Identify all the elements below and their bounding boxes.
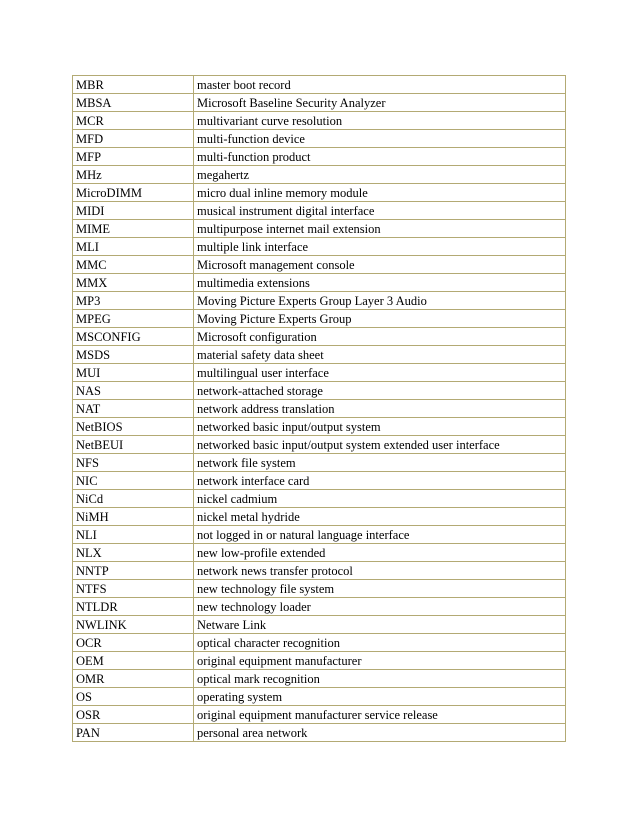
table-row — [73, 130, 566, 148]
definition-cell: Netware Link — [194, 616, 566, 634]
table-row — [73, 148, 566, 166]
definition-cell: master boot record — [194, 76, 566, 94]
definition-cell: personal area network — [194, 724, 566, 742]
acronym-cell: NLI — [73, 526, 194, 544]
definition-cell: original equipment manufacturer — [194, 652, 566, 670]
table-row — [73, 454, 566, 472]
acronym-cell: PAN — [73, 724, 194, 742]
definition-cell: Moving Picture Experts Group — [194, 310, 566, 328]
definition-cell: Microsoft Baseline Security Analyzer — [194, 94, 566, 112]
definition-cell: multipurpose internet mail extension — [194, 220, 566, 238]
acronym-cell: OMR — [73, 670, 194, 688]
table-row — [73, 670, 566, 688]
acronym-cell: NiMH — [73, 508, 194, 526]
definition-cell: nickel metal hydride — [194, 508, 566, 526]
table-row — [73, 706, 566, 724]
definition-cell: network news transfer protocol — [194, 562, 566, 580]
definition-cell: operating system — [194, 688, 566, 706]
acronym-cell: MIME — [73, 220, 194, 238]
table-row — [73, 400, 566, 418]
acronym-cell: MCR — [73, 112, 194, 130]
acronym-cell: NAS — [73, 382, 194, 400]
acronym-cell: NWLINK — [73, 616, 194, 634]
definition-cell: network file system — [194, 454, 566, 472]
acronym-cell: OS — [73, 688, 194, 706]
acronym-cell: OCR — [73, 634, 194, 652]
table-row — [73, 112, 566, 130]
definition-cell: new low-profile extended — [194, 544, 566, 562]
definition-cell: multi-function device — [194, 130, 566, 148]
acronym-cell: NLX — [73, 544, 194, 562]
acronym-cell: MBSA — [73, 94, 194, 112]
acronym-cell: NiCd — [73, 490, 194, 508]
acronym-cell: MUI — [73, 364, 194, 382]
acronym-cell: MPEG — [73, 310, 194, 328]
definition-cell: network interface card — [194, 472, 566, 490]
acronym-cell: NetBEUI — [73, 436, 194, 454]
table-row — [73, 634, 566, 652]
acronym-table — [72, 75, 566, 742]
acronym-cell: MP3 — [73, 292, 194, 310]
definition-cell: networked basic input/output system extended user interface — [194, 436, 566, 454]
definition-cell: new technology file system — [194, 580, 566, 598]
acronym-cell: NTLDR — [73, 598, 194, 616]
table-row — [73, 166, 566, 184]
table-row — [73, 526, 566, 544]
table-row — [73, 562, 566, 580]
definition-cell: network-attached storage — [194, 382, 566, 400]
acronym-cell: MFD — [73, 130, 194, 148]
acronym-cell: MSCONFIG — [73, 328, 194, 346]
acronym-cell: NAT — [73, 400, 194, 418]
table-row — [73, 724, 566, 742]
definition-cell: nickel cadmium — [194, 490, 566, 508]
table-row — [73, 94, 566, 112]
table-row — [73, 580, 566, 598]
definition-cell: networked basic input/output system — [194, 418, 566, 436]
definition-cell: Microsoft configuration — [194, 328, 566, 346]
definition-cell: optical mark recognition — [194, 670, 566, 688]
acronym-cell: MMX — [73, 274, 194, 292]
table-row — [73, 76, 566, 94]
table-row — [73, 652, 566, 670]
definition-cell: Moving Picture Experts Group Layer 3 Audio — [194, 292, 566, 310]
definition-cell: optical character recognition — [194, 634, 566, 652]
table-row — [73, 256, 566, 274]
acronym-cell: NIC — [73, 472, 194, 490]
table-row — [73, 544, 566, 562]
table-row — [73, 598, 566, 616]
table-row — [73, 202, 566, 220]
acronym-cell: OSR — [73, 706, 194, 724]
acronym-cell: MicroDIMM — [73, 184, 194, 202]
table-row — [73, 328, 566, 346]
acronym-cell: MHz — [73, 166, 194, 184]
table-row — [73, 490, 566, 508]
table-row — [73, 292, 566, 310]
definition-cell: multiple link interface — [194, 238, 566, 256]
definition-cell: multilingual user interface — [194, 364, 566, 382]
definition-cell: multi-function product — [194, 148, 566, 166]
table-row — [73, 418, 566, 436]
definition-cell: megahertz — [194, 166, 566, 184]
acronym-cell: MIDI — [73, 202, 194, 220]
acronym-cell: NNTP — [73, 562, 194, 580]
table-row — [73, 274, 566, 292]
table-row — [73, 688, 566, 706]
acronym-cell: MSDS — [73, 346, 194, 364]
definition-cell: original equipment manufacturer service release — [194, 706, 566, 724]
table-row — [73, 238, 566, 256]
acronym-cell: MBR — [73, 76, 194, 94]
definition-cell: multimedia extensions — [194, 274, 566, 292]
table-row — [73, 436, 566, 454]
definition-cell: Microsoft management console — [194, 256, 566, 274]
acronym-cell: MFP — [73, 148, 194, 166]
table-row — [73, 310, 566, 328]
table-row — [73, 346, 566, 364]
table-row — [73, 508, 566, 526]
definition-cell: musical instrument digital interface — [194, 202, 566, 220]
table-row — [73, 382, 566, 400]
acronym-cell: OEM — [73, 652, 194, 670]
definition-cell: multivariant curve resolution — [194, 112, 566, 130]
acronym-cell: NetBIOS — [73, 418, 194, 436]
table-row — [73, 220, 566, 238]
definition-cell: network address translation — [194, 400, 566, 418]
table-row — [73, 364, 566, 382]
definition-cell: micro dual inline memory module — [194, 184, 566, 202]
acronym-cell: MMC — [73, 256, 194, 274]
definition-cell: not logged in or natural language interface — [194, 526, 566, 544]
definition-cell: material safety data sheet — [194, 346, 566, 364]
table-row — [73, 616, 566, 634]
acronym-cell: NTFS — [73, 580, 194, 598]
acronym-cell: MLI — [73, 238, 194, 256]
acronym-cell: NFS — [73, 454, 194, 472]
definition-cell: new technology loader — [194, 598, 566, 616]
table-row — [73, 472, 566, 490]
table-row — [73, 184, 566, 202]
acronym-table-body — [73, 76, 566, 742]
